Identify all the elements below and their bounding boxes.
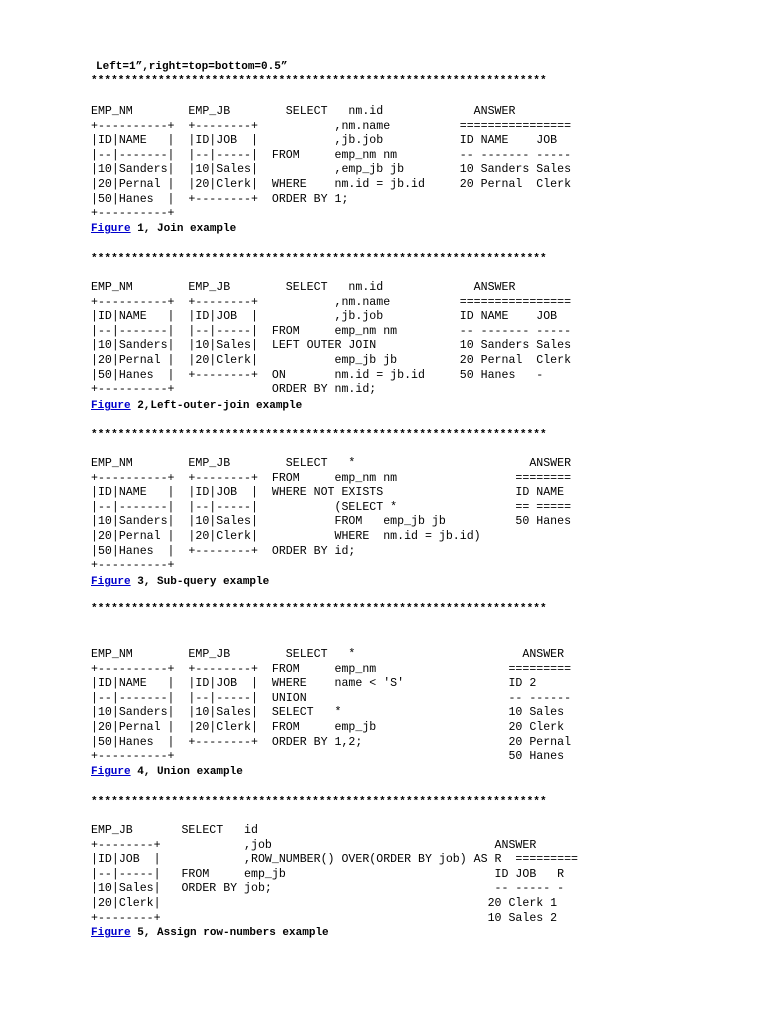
figure-5-code-block: EMP_JB SELECT id +--------+ ,job ANSWER |ID|JOB | ,ROW_NUMBER() OVER(ORDER BY job) AS R ========= |--|-----| FROM emp_jb ID JOB R |10|Sales| ORDER BY job; -- ----- - |20|Clerk| 20 Clerk 1 +--------+ 10 Sales 2 bbox=[91, 824, 579, 925]
figure-5-link[interactable]: Figure bbox=[91, 927, 131, 939]
figure-1-code-block: EMP_NM EMP_JB SELECT nm.id ANSWER +----------+ +--------+ ,nm.name ================ |ID|NAME | |ID|JOB | ,jb.job ID NAME JOB |--|-------| |--|-----| FROM emp_nm nm -- ------- ----- |10|Sanders| |10|Sales| ,emp_jb jb 10 Sanders Sales |20|Pernal | |20|Clerk| WHERE nm.id = jb.id 20 Pernal Clerk |50|Hanes | +--------+ ORDER BY 1; +----------+ bbox=[91, 105, 572, 221]
figure-3-caption-text: 3, Sub-query example bbox=[130, 576, 270, 588]
figure-5-caption bbox=[91, 926, 329, 940]
figure-1-caption bbox=[91, 222, 236, 236]
figure-4-caption-text: 4, Union example bbox=[130, 766, 243, 778]
figure-3-link[interactable]: Figure bbox=[91, 576, 131, 588]
figure-4-caption bbox=[91, 765, 243, 779]
figure-1-caption-text: 1, Join example bbox=[130, 223, 237, 235]
figure-2-link[interactable]: Figure bbox=[91, 400, 131, 412]
separator-line: ******************************************************************** bbox=[91, 253, 547, 265]
figure-2-code-block: EMP_NM EMP_JB SELECT nm.id ANSWER +----------+ +--------+ ,nm.name ================ |ID|NAME | |ID|JOB | ,jb.job ID NAME JOB |--|-------| |--|-----| FROM emp_nm nm -- ------- ----- |10|Sanders| |10|Sales| LEFT OUTER JOIN 10 Sanders Sales |20|Pernal | |20|Clerk| emp_jb jb 20 Pernal Clerk |50|Hanes | +--------+ ON nm.id = jb.id 50 Hanes - +----------+ ORDER BY nm.id; bbox=[91, 281, 572, 397]
margins-heading: Left=1”,right=top=bottom=0.5” bbox=[96, 61, 288, 73]
figure-5-caption-text: 5, Assign row-numbers example bbox=[130, 927, 329, 939]
separator-line: ******************************************************************** bbox=[91, 429, 547, 441]
separator-line: ******************************************************************** bbox=[91, 796, 547, 808]
separator-line: ******************************************************************** bbox=[91, 75, 547, 87]
figure-4-code-block: EMP_NM EMP_JB SELECT * ANSWER +----------+ +--------+ FROM emp_nm ========= |ID|NAME | |ID|JOB | WHERE name < 'S' ID 2 |--|-------| |--|-----| UNION -- ------ |10|Sanders| |10|Sales| SELECT * 10 Sales |20|Pernal | |20|Clerk| FROM emp_jb 20 Clerk |50|Hanes | +--------+ ORDER BY 1,2; 20 Pernal +----------+ 50 Hanes bbox=[91, 648, 572, 764]
figure-1-link[interactable]: Figure bbox=[91, 223, 131, 235]
figure-4-link[interactable]: Figure bbox=[91, 766, 131, 778]
figure-3-caption bbox=[91, 575, 269, 589]
figure-2-caption bbox=[91, 399, 302, 413]
figure-3-code-block: EMP_NM EMP_JB SELECT * ANSWER +----------+ +--------+ FROM emp_nm nm ======== |ID|NAME | |ID|JOB | WHERE NOT EXISTS ID NAME |--|-------| |--|-----| (SELECT * == ===== |10|Sanders| |10|Sales| FROM emp_jb jb 50 Hanes |20|Pernal | |20|Clerk| WHERE nm.id = jb.id) |50|Hanes | +--------+ ORDER BY id; +----------+ bbox=[91, 457, 572, 573]
separator-line: ******************************************************************** bbox=[91, 603, 547, 615]
figure-2-caption-text: 2,Left-outer-join example bbox=[130, 400, 303, 412]
